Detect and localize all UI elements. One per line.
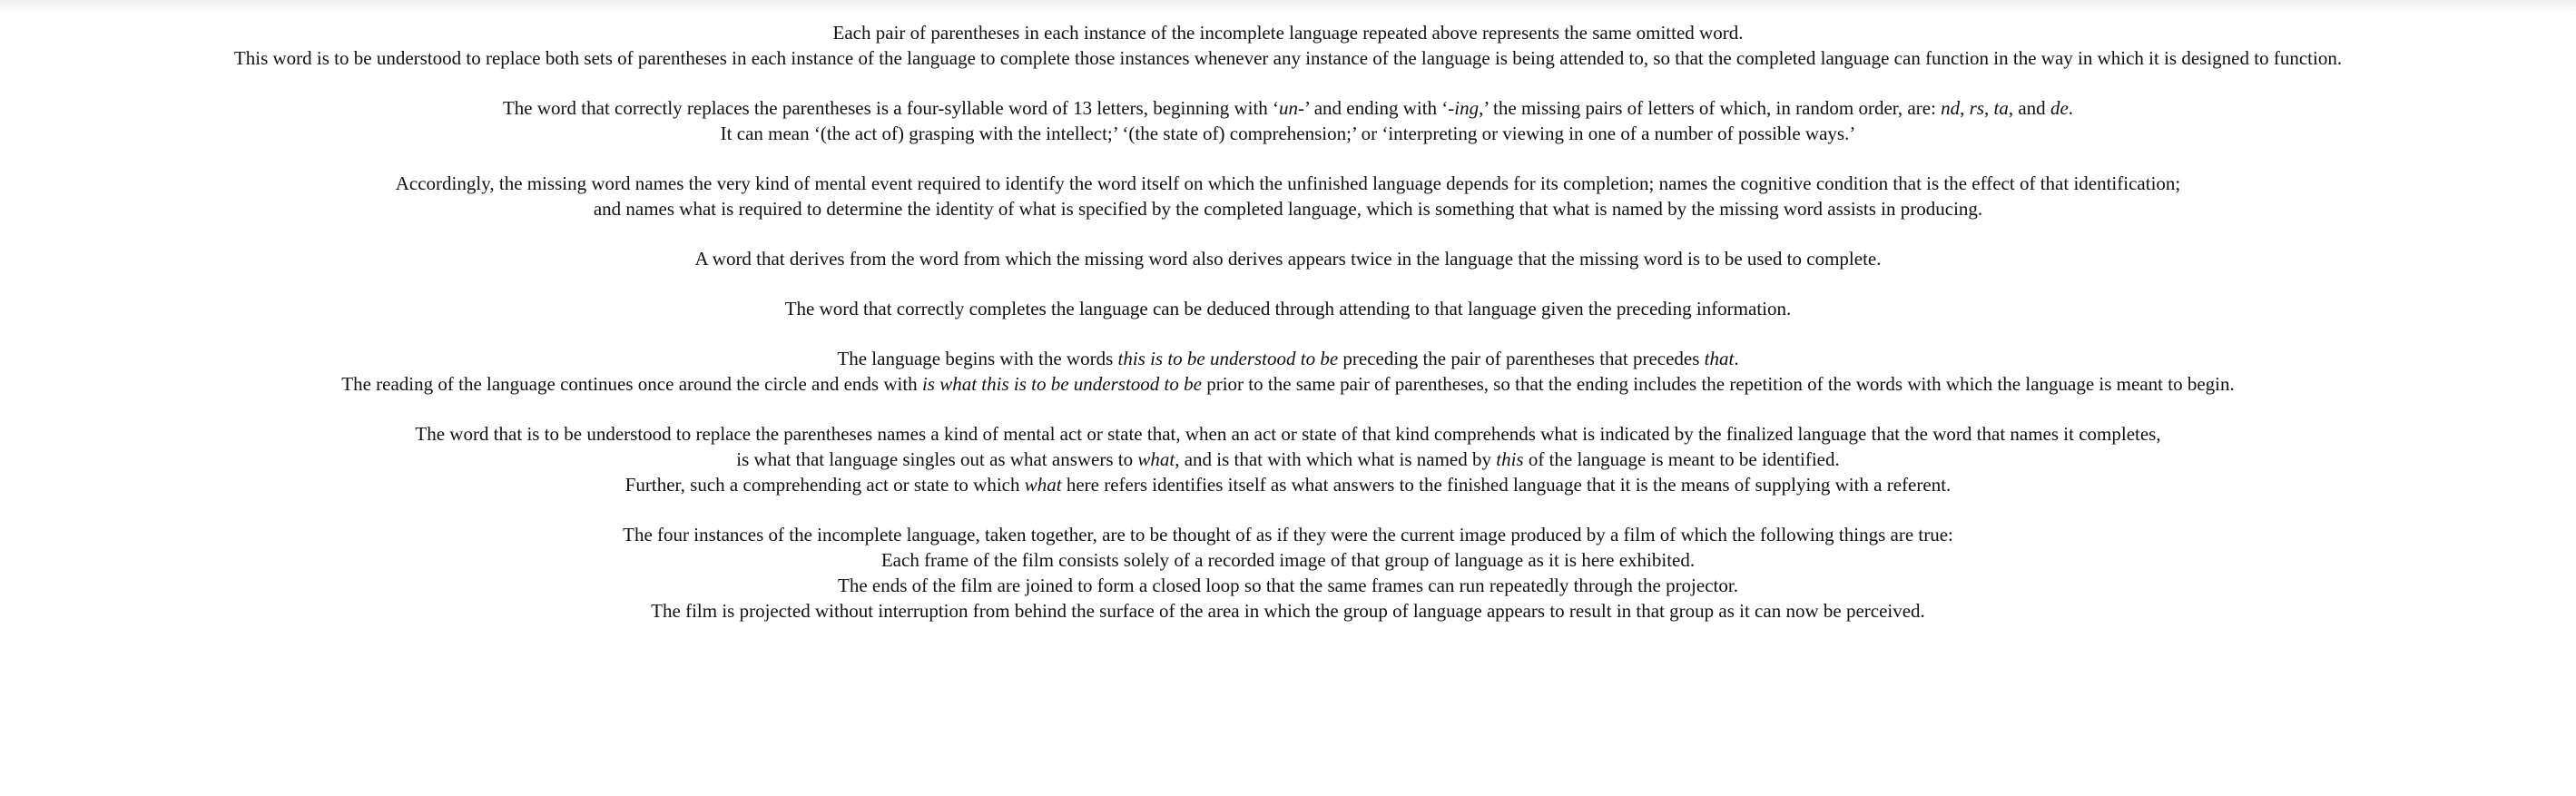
italic-phrase: un- [1279, 97, 1305, 119]
text-segment: Further, such a comprehending act or state to which [624, 474, 1025, 496]
text-line [0, 573, 2576, 598]
text-segment: The word that is to be understood to replace the parentheses names a kind of mental act or state that, when an act or state of that kind comprehends what is indicated by the finalized language that the word that names it completes, [415, 423, 2161, 445]
top-edge-shadow [0, 0, 2576, 13]
paragraph-8 [0, 522, 2576, 624]
text-line [0, 196, 2576, 221]
italic-phrase: nd [1941, 97, 1961, 119]
text-segment: The reading of the language continues once around the circle and ends with [341, 373, 922, 395]
text-segment: Each pair of parentheses in each instance of the incomplete language repeated above represents the same omitted word. [832, 22, 1744, 44]
italic-phrase: what [1024, 474, 1062, 496]
text-line [0, 246, 2576, 271]
text-segment: This word is to be understood to replace both sets of parentheses in each instance of the language to complete those instances whenever any instance of the language is being attended to, so that the completed language can function in the way in which it is designed to function. [233, 47, 2343, 69]
text-segment: It can mean ‘(the act of) grasping with the intellect;’ ‘(the state of) comprehension;’ or ‘interpreting or viewing in one of a number of possible ways.’ [720, 123, 1856, 144]
italic-phrase: this [1496, 448, 1524, 470]
text-line [0, 598, 2576, 624]
paragraph-7 [0, 421, 2576, 497]
text-segment: here refers identifies itself as what answers to the finished language that it is the means of supplying with a referent. [1061, 474, 1952, 496]
paragraph-4 [0, 246, 2576, 271]
text-line [0, 547, 2576, 573]
text-segment: is what that language singles out as what answers to [736, 448, 1138, 470]
text-segment: The word that correctly completes the language can be deduced through attending to that language given the preceding information. [784, 298, 1792, 319]
text-line [0, 171, 2576, 196]
text-line [0, 95, 2576, 121]
text-segment: A word that derives from the word from which the missing word also derives appears twice in the language that the missing word is to be used to complete. [694, 248, 1882, 270]
text-segment: Accordingly, the missing word names the very kind of mental event required to identify the word itself on which the unfinished language depends for its completion; names the cognitive condition that is the effect of that identification; [395, 172, 2181, 194]
text-segment: preceding the pair of parentheses that precedes [1338, 348, 1705, 369]
italic-phrase: ta [1993, 97, 2009, 119]
text-line [0, 447, 2576, 472]
paragraph-1 [0, 20, 2576, 71]
text-line [0, 45, 2576, 71]
text-segment: , [1984, 97, 1994, 119]
text-line [0, 421, 2576, 447]
text-segment: . [1734, 348, 1739, 369]
text-line [0, 472, 2576, 497]
paragraph-2 [0, 95, 2576, 146]
text-line [0, 522, 2576, 547]
text-segment: Each frame of the film consists solely of a recorded image of that group of language as it is here exhibited. [880, 549, 1696, 571]
italic-phrase: rs [1969, 97, 1985, 119]
text-line [0, 346, 2576, 371]
italic-phrase: that [1704, 348, 1735, 369]
text-segment: , and is that with which what is named by [1175, 448, 1497, 470]
text-segment: . [2068, 97, 2074, 119]
text-segment: The language begins with the words [837, 348, 1118, 369]
text-segment: The ends of the film are joined to form a closed loop so that the same frames can run repeatedly through the projector. [838, 575, 1738, 596]
text-segment: , and [2008, 97, 2050, 119]
text-line [0, 121, 2576, 146]
text-segment: prior to the same pair of parentheses, so that the ending includes the repetition of the words with which the language is meant to begin. [1201, 373, 2235, 395]
text-segment: ’ and ending with ‘ [1304, 97, 1449, 119]
paragraph-6 [0, 346, 2576, 397]
text-segment: ,’ the missing pairs of letters of which, in random order, are: [1479, 97, 1942, 119]
text-segment: The word that correctly replaces the parentheses is a four-syllable word of 13 letters, beginning with ‘ [502, 97, 1280, 119]
text-segment: of the language is meant to be identified. [1523, 448, 1840, 470]
text-line [0, 371, 2576, 397]
text-segment: and names what is required to determine the identity of what is specified by the completed language, which is something that what is named by the missing word assists in producing. [593, 198, 1983, 220]
text-line [0, 296, 2576, 321]
italic-phrase: de [2050, 97, 2069, 119]
text-segment: , [1960, 97, 1970, 119]
text-segment: The four instances of the incomplete language, taken together, are to be thought of as if they were the current image produced by a film of which the following things are true: [623, 524, 1953, 545]
italic-phrase: -ing [1448, 97, 1480, 119]
italic-phrase: this is to be understood to be [1117, 348, 1339, 369]
text-line [0, 20, 2576, 45]
paragraph-3 [0, 171, 2576, 221]
paragraph-5 [0, 296, 2576, 321]
instruction-text-block [0, 20, 2576, 648]
italic-phrase: what [1137, 448, 1175, 470]
italic-phrase: is what this is to be understood to be [921, 373, 1202, 395]
text-segment: The film is projected without interruption from behind the surface of the area in which the group of language appears to result in that group as it can now be perceived. [651, 600, 1925, 622]
